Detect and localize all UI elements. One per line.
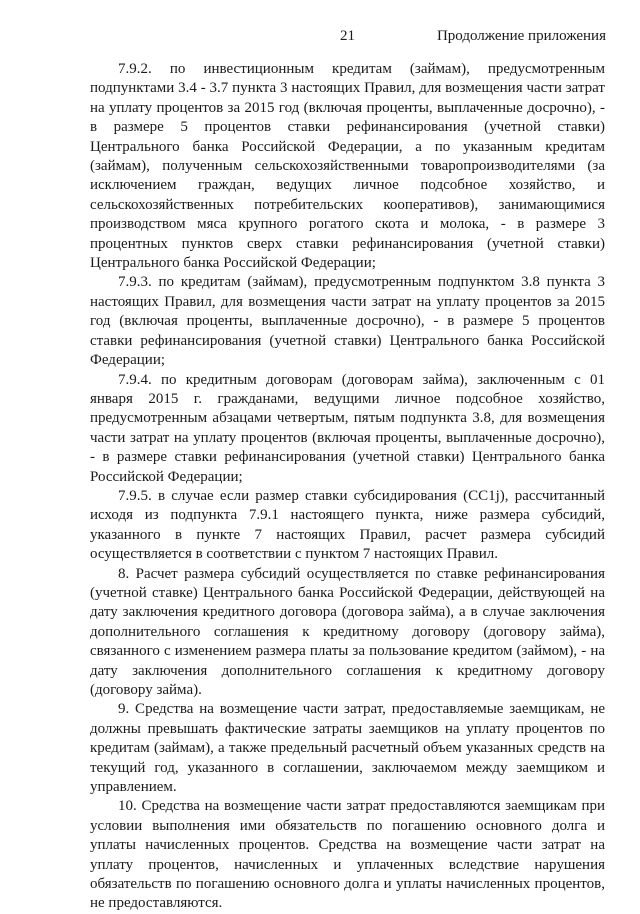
paragraph-7-9-4: 7.9.4. по кредитным договорам (договорам займа), заключенным с 01 января 2015 г. гражданами, ведущими личное подсобное хозяйство, предусмотренным абзацами четвертым, пятым подпункта 3.8, для возмещения части затрат на уплату процентов (включая проценты, выплаченные досрочно), - в размере ставки рефинансирования (учетной ставки) Центрального банка Российской Федерации; [90, 371, 605, 485]
paragraph-7-9-5: 7.9.5. в случае если размер ставки субсидирования (СС1j), рассчитанный исходя из подпункта 7.9.1 настоящего пункта, ниже размера субсидий, указанного в пункте 7 настоящих Правил, расчет размера субсидий осуществляется в соответствии с пунктом 7 настоящих Правил. [90, 487, 605, 563]
paragraph-7-9-2: 7.9.2. по инвестиционным кредитам (займам), предусмотренным подпунктами 3.4 - 3.7 пункта 3 настоящих Правил, для возмещения части затрат на уплату процентов за 2015 год (включая проценты, выплаченные досрочно), - в размере 5 процентов ставки рефинансирования (учетной ставки) Центрального банка Российской Федерации, а по указанным кредитам (займам), полученным сельскохозяйственными товаропроизводителями (за исключением граждан, ведущих личное подсобное хозяйство, и сельскохозяйственных потребительских кооперативов), занимающимися производством мяса крупного рогатого скота и молока, - в размере 3 процентных пунктов сверх ставки рефинансирования (учетной ставки) Центрального банка Российской Федерации; [90, 61, 605, 272]
page-header [0, 28, 640, 48]
paragraph-7-9-3: 7.9.3. по кредитам (займам), предусмотренным подпунктом 3.8 пункта 3 настоящих Правил, для возмещения части затрат на уплату процентов за 2015 год (включая проценты, выплаченные досрочно), - в размере 5 процентов ставки рефинансирования (учетной ставки) Центрального банка Российской Федерации; [90, 274, 605, 369]
paragraph-9: 9. Средства на возмещение части затрат, предоставляемые заемщикам, не должны превышать фактические затраты заемщиков на уплату процентов по кредитам (займам), а также предельный расчетный объем указанных средств на текущий год, указанного в соглашении, заключаемом между заемщиком и управлением. [90, 701, 605, 796]
paragraph-8: 8. Расчет размера субсидий осуществляется по ставке рефинансирования (учетной ставке) Центрального банка Российской Федерации, действующей на дату заключения кредитного договора (договора займа), а в случае заключения дополнительного соглашения к кредитному договору (договору займа), связанного с изменением размера платы за пользование кредитом (займом), - на дату заключения дополнительного соглашения к кредитному договору (договору займа). [90, 565, 605, 698]
document-body [90, 60, 605, 914]
paragraph-10: 10. Средства на возмещение части затрат предоставляются заемщикам при условии выполнения ими обязательств по погашению основного долга и уплаты начисленных процентов. Средства на возмещение части затрат на уплату процентов, начисленных и уплаченных вследствие нарушения обязательств по погашению основного долга и уплаты начисленных процентов, не предоставляются. [90, 798, 605, 912]
continuation-label: Продолжение приложения [436, 28, 606, 44]
page-number: 21 [340, 28, 355, 44]
